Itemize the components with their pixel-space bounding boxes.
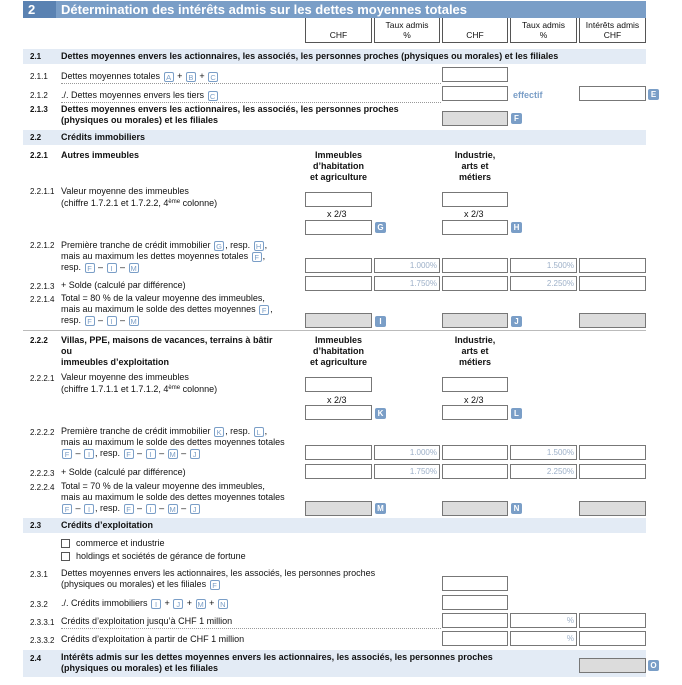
checkbox-holdings-label: holdings et sociétés de gérance de fortune xyxy=(76,551,246,561)
line-2-2-2-2-label-1: Première tranche de crédit immobilier K , resp. L , xyxy=(61,426,268,437)
line-2-2-1-4-label-2: mais au maximum le solde des dettes moyennes F , xyxy=(61,304,273,315)
item-number: 2.2.1.2 xyxy=(30,241,55,250)
multiplier-label: x 2/3 xyxy=(464,209,484,219)
output-total-b xyxy=(442,313,508,328)
ref-tag-i: I xyxy=(107,263,117,273)
input-villa-two-thirds-b[interactable] xyxy=(442,405,508,420)
ref-tag-l: L xyxy=(254,427,264,437)
line-2-2-1-1-label-2: (chiffre 1.7.2.1 et 1.7.2.2, 4ème colonne) xyxy=(61,198,218,208)
item-number: 2.2.2.2 xyxy=(30,428,55,437)
line-2-1-2-label: ./. Dettes moyennes envers les tiers C xyxy=(61,90,219,101)
rate-villa-first-b: 1.500% xyxy=(510,445,577,460)
ref-tag-f: F xyxy=(124,504,134,514)
ref-tag-j: J xyxy=(190,504,200,514)
output-interest-total xyxy=(579,313,646,328)
item-number: 2.1.2 xyxy=(30,91,48,100)
line-2-3-1-label-1: Dettes moyennes envers les actionnaires, les associés, les personnes proches xyxy=(61,568,376,578)
ref-tag-i: I xyxy=(84,449,94,459)
section-2-2-2-title-3: immeubles d’exploitation xyxy=(61,357,170,367)
ref-tag-j: J xyxy=(173,599,183,609)
ref-tag-n: N xyxy=(511,503,522,514)
ref-tag-g: G xyxy=(375,222,386,233)
col-header-chf-2: CHF xyxy=(442,18,508,43)
input-villa-interest-first[interactable] xyxy=(579,445,646,460)
line-2-1-3-label-1: Dettes moyennes envers les actionnaires, les associés, les personnes proches xyxy=(61,104,399,114)
rate-operating-over-1m[interactable]: % xyxy=(510,631,577,646)
ref-tag-i: I xyxy=(151,599,161,609)
input-interest-first-tranche[interactable] xyxy=(579,258,646,273)
rate-first-tranche-b: 1.500% xyxy=(510,258,577,273)
item-number: 2.3.1 xyxy=(30,570,48,579)
rate-operating-upto-1m[interactable]: % xyxy=(510,613,577,628)
line-2-2-1-1-label-1: Valeur moyenne des immeubles xyxy=(61,186,189,196)
ref-tag-f: F xyxy=(210,580,220,590)
col-residential-header: Immeubles d’habitation et agriculture xyxy=(309,150,367,182)
ref-tag-f: F xyxy=(62,449,72,459)
output-villa-total-a xyxy=(305,501,372,516)
ref-tag-l: L xyxy=(511,408,522,419)
section-2-2-2-title-2: ou xyxy=(61,346,72,356)
ref-tag-e: E xyxy=(648,89,659,100)
ref-tag-f: F xyxy=(62,504,72,514)
line-2-3-3-1-label: Crédits d’exploitation jusqu’à CHF 1 million xyxy=(61,616,233,626)
ref-tag-a: A xyxy=(164,72,174,82)
output-villa-total-b xyxy=(442,501,508,516)
item-number: 2.1.3 xyxy=(30,105,48,114)
section-2-4-title-2: (physiques ou morales) et les filiales xyxy=(61,663,219,673)
ref-tag-c: C xyxy=(208,91,218,101)
item-number: 2.3.3.2 xyxy=(30,636,55,645)
input-villa-balance-a[interactable] xyxy=(305,464,372,479)
divider xyxy=(61,102,441,103)
ref-tag-n: N xyxy=(218,599,228,609)
input-operating-credit-over-1m[interactable] xyxy=(442,631,508,646)
col-header-chf-1: CHF xyxy=(305,18,372,43)
section-2-2-title: Crédits immobiliers xyxy=(61,132,146,142)
input-balance-a[interactable] xyxy=(305,276,372,291)
line-2-3-3-2-label: Crédits d’exploitation à partir de CHF 1 million xyxy=(61,634,245,644)
ref-tag-b: B xyxy=(186,72,196,82)
rate-villa-balance-a: 1.750% xyxy=(374,464,440,479)
line-2-2-1-4-label-3: resp. F – I – M xyxy=(61,315,137,326)
divider xyxy=(23,330,646,331)
item-number: 2.3.3.1 xyxy=(30,618,55,627)
col-industry-header: Industrie, arts et métiers xyxy=(454,335,496,367)
output-villa-interest-total xyxy=(579,501,646,516)
input-villa-interest-balance[interactable] xyxy=(579,464,646,479)
line-2-2-2-4-label-3: F – I , resp. F – I – M – J xyxy=(61,503,201,514)
input-villa-balance-b[interactable] xyxy=(442,464,508,479)
rate-balance-a: 1.750% xyxy=(374,276,440,291)
item-number: 2.3.2 xyxy=(30,600,48,609)
section-2-4-title-1: Intérêts admis sur les dettes moyennes envers les actionnaires, les associés, les personnes proches xyxy=(61,652,493,662)
ref-tag-i: I xyxy=(146,504,156,514)
line-2-2-2-4-label-1: Total = 70 % de la valeur moyenne des immeubles, xyxy=(61,481,265,491)
input-villa-value-a[interactable] xyxy=(305,377,372,392)
input-effective-interest[interactable] xyxy=(579,86,646,101)
ref-tag-o: O xyxy=(648,660,659,671)
multiplier-label: x 2/3 xyxy=(464,395,484,405)
item-number: 2.2.1.4 xyxy=(30,295,55,304)
input-interest-operating-over-1m[interactable] xyxy=(579,631,646,646)
ref-tag-k: K xyxy=(214,427,224,437)
ref-tag-j: J xyxy=(190,449,200,459)
col-residential-header: Immeubles d’habitation et agriculture xyxy=(309,335,367,367)
ref-tag-f: F xyxy=(252,252,262,262)
ref-tag-m: M xyxy=(130,317,137,326)
item-number: 2.4 xyxy=(30,654,42,663)
line-2-3-2-label: ./. Crédits immobiliers I + J + M + N xyxy=(61,598,229,609)
input-real-estate-credits[interactable] xyxy=(442,595,508,610)
input-operating-related-debts[interactable] xyxy=(442,576,508,591)
input-balance-b[interactable] xyxy=(442,276,508,291)
ref-tag-f: F xyxy=(124,449,134,459)
output-related-debts xyxy=(442,111,508,126)
item-number: 2.2.2.4 xyxy=(30,483,55,492)
col-header-rate-1: Taux admis % xyxy=(374,18,440,43)
section-2-2-2-title-1: Villas, PPE, maisons de vacances, terrains à bâtir xyxy=(61,335,273,345)
input-villa-value-b[interactable] xyxy=(442,377,508,392)
item-number: 2.2 xyxy=(30,133,42,142)
line-2-1-1-label: Dettes moyennes totales A + B + C xyxy=(61,71,219,82)
section-2-1-title: Dettes moyennes envers les actionnaires, les associés, les personnes proches (physiques ou morales) et les filiales xyxy=(61,51,559,61)
item-number: 2.2.1 xyxy=(30,151,48,160)
line-2-2-2-2-label-3: F – I , resp. F – I – M – J xyxy=(61,448,201,459)
ref-tag-i: I xyxy=(107,316,117,326)
col-header-rate-2: Taux admis % xyxy=(510,18,577,43)
line-2-2-2-2-label-2: mais au maximum le solde des dettes moyennes totales xyxy=(61,437,285,447)
checkbox-commerce[interactable] xyxy=(61,539,70,548)
section-title: Détermination des intérêts admis sur les dettes moyennes totales xyxy=(61,2,468,17)
ref-tag-i: I xyxy=(375,316,386,327)
item-number: 2.2.1.1 xyxy=(30,187,55,196)
rate-villa-first-a: 1.000% xyxy=(374,445,440,460)
divider xyxy=(61,83,441,84)
item-number: 2.2.2.3 xyxy=(30,469,55,478)
ref-tag-m: M xyxy=(169,505,176,514)
ref-tag-f: F xyxy=(85,263,95,273)
ref-tag-k: K xyxy=(375,408,386,419)
line-2-1-3-label-2: (physiques ou morales) et les filiales xyxy=(61,115,219,125)
line-2-2-2-1-label-2: (chiffre 1.7.1.1 et 1.7.1.2, 4ème colonne) xyxy=(61,384,218,394)
item-number: 2.3 xyxy=(30,521,42,530)
ref-tag-i: I xyxy=(84,504,94,514)
line-2-2-1-4-label-1: Total = 80 % de la valeur moyenne des immeubles, xyxy=(61,293,265,303)
input-operating-credit-upto-1m[interactable] xyxy=(442,613,508,628)
multiplier-label: x 2/3 xyxy=(327,209,347,219)
ref-tag-j: J xyxy=(511,316,522,327)
ref-tag-g: G xyxy=(214,241,224,251)
col-industry-header: Industrie, arts et métiers xyxy=(454,150,496,182)
ref-tag-m: M xyxy=(169,450,176,459)
output-total-a xyxy=(305,313,372,328)
rate-balance-b: 2.250% xyxy=(510,276,577,291)
checkbox-holdings[interactable] xyxy=(61,552,70,561)
rate-villa-balance-b: 2.250% xyxy=(510,464,577,479)
col-header-interest: Intérêts admis CHF xyxy=(579,18,646,43)
line-2-2-1-2-label-1: Première tranche de crédit immobilier G , resp. H , xyxy=(61,240,268,251)
line-2-3-1-label-2: (physiques ou morales) et les filiales F xyxy=(61,579,221,590)
input-villa-first-tranche-a[interactable] xyxy=(305,445,372,460)
output-total-admitted-interest xyxy=(579,658,646,673)
item-number: 2.2.1.3 xyxy=(30,282,55,291)
line-2-2-1-3-label: + Solde (calculé par différence) xyxy=(61,280,186,290)
line-2-2-1-2-label-3: resp. F – I – M xyxy=(61,262,137,273)
input-total-debts[interactable] xyxy=(442,67,508,82)
input-two-thirds-a[interactable] xyxy=(305,220,372,235)
item-number: 2.2.2.1 xyxy=(30,374,55,383)
item-number: 2.2.2 xyxy=(30,336,48,345)
ref-tag-f: F xyxy=(511,113,522,124)
ref-tag-h: H xyxy=(511,222,522,233)
section-number: 2 xyxy=(23,1,56,18)
rate-first-tranche-a: 1.000% xyxy=(374,258,440,273)
item-number: 2.1 xyxy=(30,52,42,61)
ref-tag-h: H xyxy=(254,241,264,251)
section-2-3-title: Crédits d’exploitation xyxy=(61,520,154,530)
input-first-tranche-b[interactable] xyxy=(442,258,508,273)
input-third-party-debts[interactable] xyxy=(442,86,508,101)
input-first-tranche-a[interactable] xyxy=(305,258,372,273)
ref-tag-m: M xyxy=(197,600,204,609)
line-2-2-2-4-label-2: mais au maximum le solde des dettes moyennes totales xyxy=(61,492,285,502)
ref-tag-i: I xyxy=(146,449,156,459)
line-2-2-1-2-label-2: mais au maximum les dettes moyennes totales F , xyxy=(61,251,266,262)
section-2-2-1-title: Autres immeubles xyxy=(61,150,140,160)
input-interest-operating-upto-1m[interactable] xyxy=(579,613,646,628)
input-two-thirds-b[interactable] xyxy=(442,220,508,235)
ref-tag-m: M xyxy=(130,264,137,273)
ref-tag-c: C xyxy=(208,72,218,82)
input-villa-first-tranche-b[interactable] xyxy=(442,445,508,460)
item-number: 2.1.1 xyxy=(30,72,48,81)
divider xyxy=(61,628,441,629)
input-property-value-a[interactable] xyxy=(305,192,372,207)
line-2-2-2-3-label: + Solde (calculé par différence) xyxy=(61,467,186,477)
input-interest-balance[interactable] xyxy=(579,276,646,291)
ref-tag-f: F xyxy=(85,316,95,326)
multiplier-label: x 2/3 xyxy=(327,395,347,405)
input-villa-two-thirds-a[interactable] xyxy=(305,405,372,420)
checkbox-commerce-label: commerce et industrie xyxy=(76,538,165,548)
input-property-value-b[interactable] xyxy=(442,192,508,207)
effectif-label: effectif xyxy=(513,90,543,100)
line-2-2-2-1-label-1: Valeur moyenne des immeubles xyxy=(61,372,189,382)
ref-tag-m: M xyxy=(375,503,386,514)
ref-tag-f: F xyxy=(259,305,269,315)
